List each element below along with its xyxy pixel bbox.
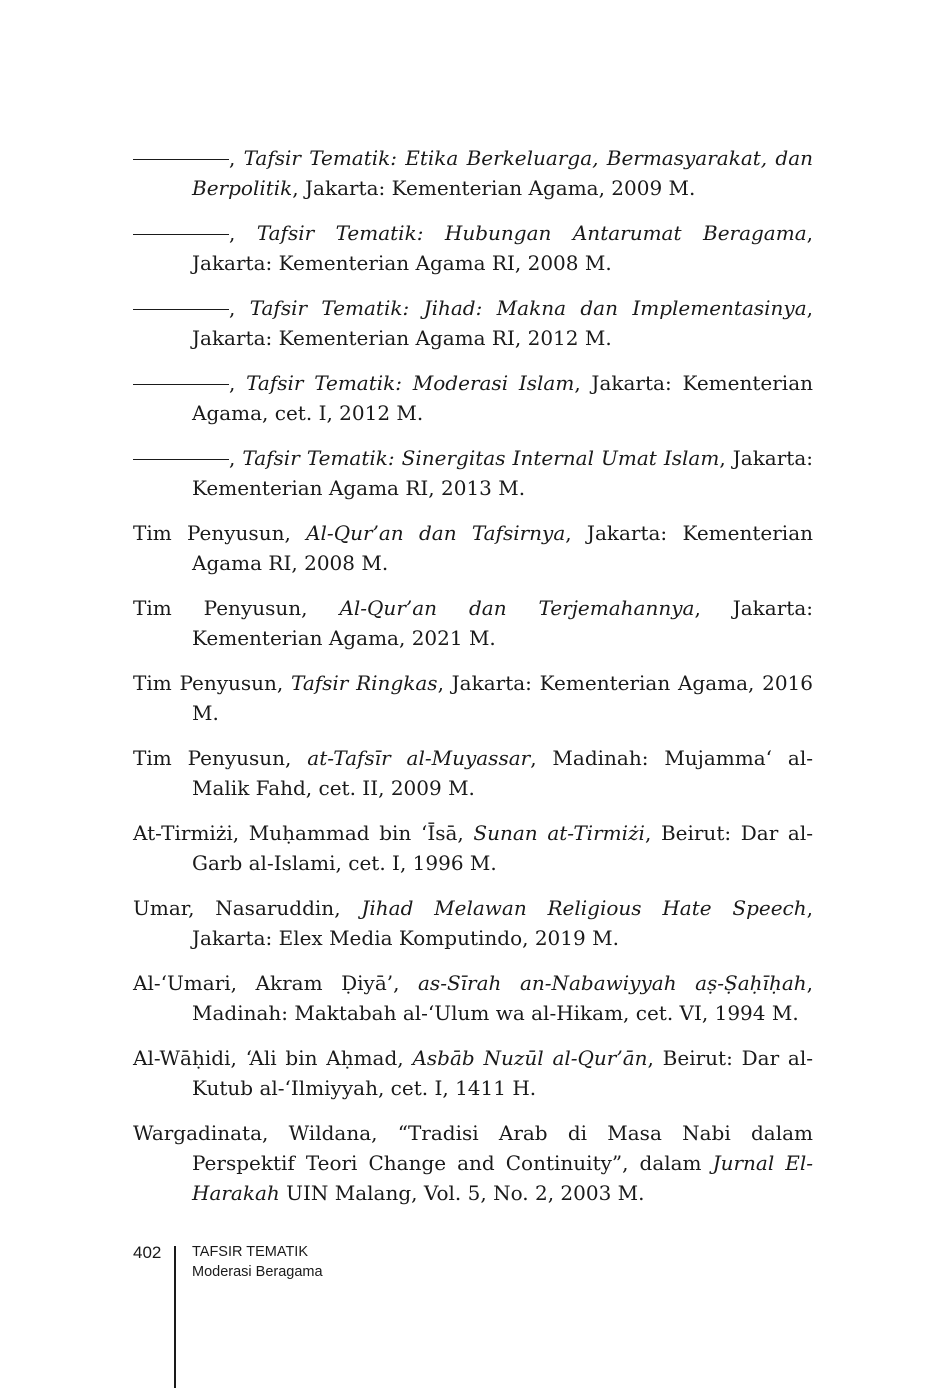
footer-divider xyxy=(174,1246,176,1388)
bibliography-entry: , Tafsir Tematik: Etika Berkeluarga, Bermasyarakat, dan Berpolitik, Jakarta: Kementerian Agama, 2009 M. xyxy=(133,143,813,203)
bibliography-entry: Tim Penyusun, Al-Qur’an dan Terjemahannya, Jakarta: Kementerian Agama, 2021 M. xyxy=(133,596,813,650)
bibliography-entry: Wargadinata, Wildana, “Tradisi Arab di Masa Nabi dalam Perspektif Teori Change and Continuity”, dalam Jurnal El-Harakah UIN Malang, Vol. 5, No. 2, 2003 M. xyxy=(133,1121,813,1205)
book-title: TAFSIR TEMATIK xyxy=(192,1244,309,1260)
bibliography-entry: , Tafsir Tematik: Moderasi Islam, Jakarta: Kementerian Agama, cet. I, 2012 M. xyxy=(133,368,813,428)
bibliography-entry: Tim Penyusun, Tafsir Ringkas, Jakarta: Kementerian Agama, 2016 M. xyxy=(133,671,814,725)
bibliography-entry: Al-‘Umari, Akram Ḍiyā’, as-Sīrah an-Nabawiyyah aṣ-Ṣaḥīḥah, Madinah: Maktabah al-‘Ulum wa al-Hikam, cet. VI, 1994 M. xyxy=(133,971,813,1025)
bibliography-entry: At-Tirmiżi, Muḥammad bin ‘Īsā, Sunan at-Tirmiżi, Beirut: Dar al-Garb al-Islami, cet. I, 1996 M. xyxy=(133,821,813,875)
bibliography-entry: Tim Penyusun, at-Tafsīr al-Muyassar, Madinah: Mujamma‘ al-Malik Fahd, cet. II, 2009 M. xyxy=(133,746,813,800)
ditto-rule xyxy=(133,158,229,160)
running-title xyxy=(192,1242,323,1282)
ditto-rule xyxy=(133,458,229,460)
book-subtitle: Moderasi Beragama xyxy=(192,1264,323,1280)
bibliography-entry: , Tafsir Tematik: Sinergitas Internal Umat Islam, Jakarta: Kementerian Agama RI, 2013 M. xyxy=(133,443,813,503)
bibliography-entry: , Tafsir Tematik: Hubungan Antarumat Beragama, Jakarta: Kementerian Agama RI, 2008 M. xyxy=(133,218,813,278)
ditto-rule xyxy=(133,308,229,310)
page-number: 402 xyxy=(133,1243,162,1262)
bibliography-entry: Al-Wāḥidi, ‘Ali bin Aḥmad, Asbāb Nuzūl al-Qur’ān, Beirut: Dar al-Kutub al-‘Ilmiyyah, cet. I, 1411 H. xyxy=(133,1046,813,1100)
ditto-rule xyxy=(133,233,229,235)
bibliography-entry: Tim Penyusun, Al-Qur’an dan Tafsirnya, Jakarta: Kementerian Agama RI, 2008 M. xyxy=(133,521,814,575)
bibliography-list xyxy=(133,143,813,1223)
bibliography-entry: , Tafsir Tematik: Jihad: Makna dan Implementasinya, Jakarta: Kementerian Agama RI, 2012 M. xyxy=(133,293,813,353)
ditto-rule xyxy=(133,383,229,385)
bibliography-entry: Umar, Nasaruddin, Jihad Melawan Religious Hate Speech, Jakarta: Elex Media Komputindo, 2019 M. xyxy=(133,896,813,950)
